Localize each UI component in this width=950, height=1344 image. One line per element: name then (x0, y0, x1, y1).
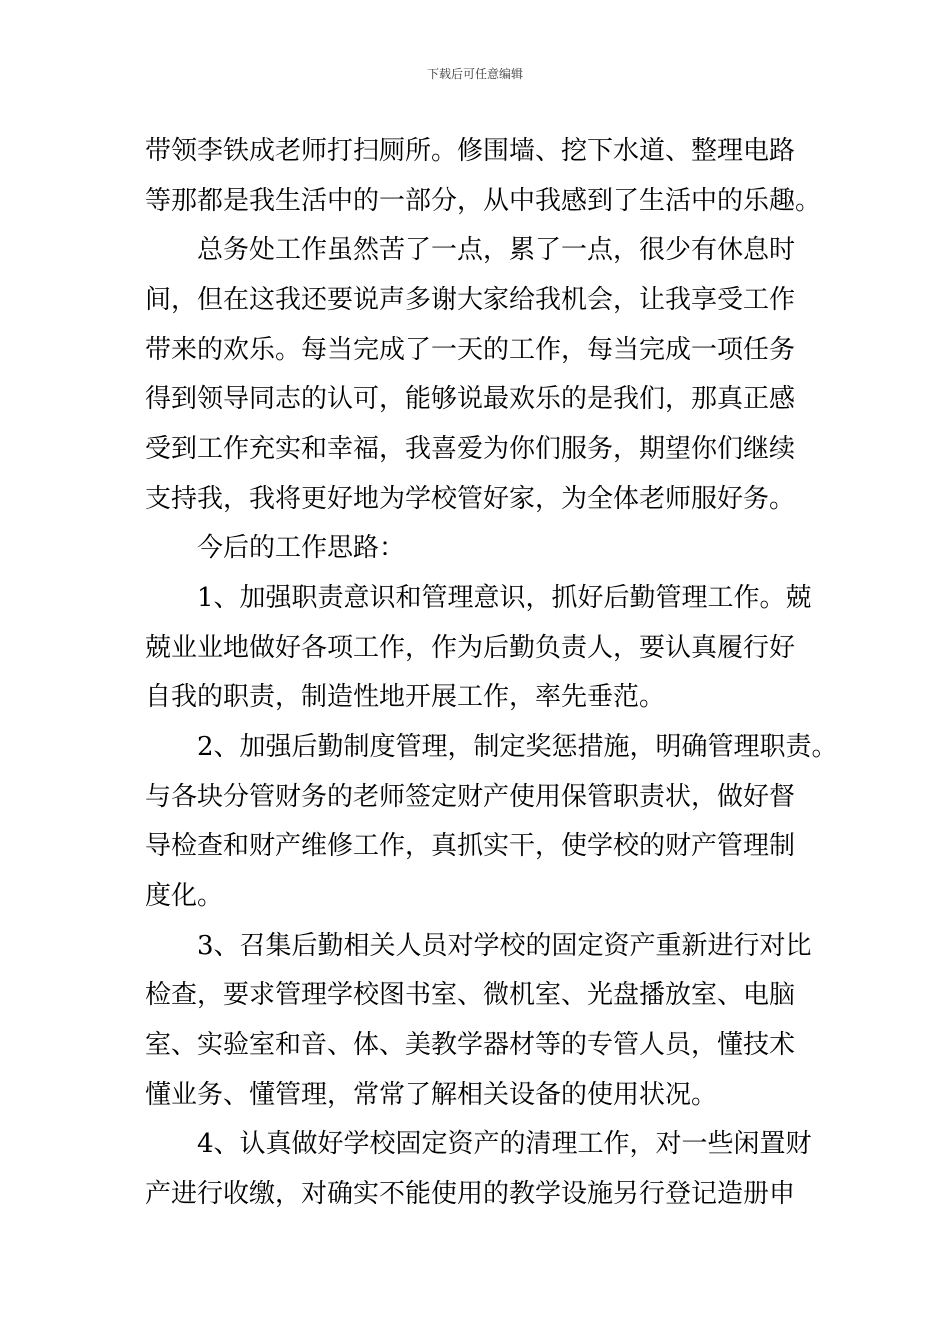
list-item-4-start: 4、认真做好学校固定资产的清理工作，对一些闲置财 (197, 1129, 812, 1159)
page-header-note: 下载后可任意编辑 (426, 67, 523, 81)
text-line: 导检查和财产维修工作，真抓实干，使学校的财产管理制 (145, 831, 796, 861)
text-line: 懂业务、懂管理，常常了解相关设备的使用状况。 (145, 1080, 718, 1110)
text-line: 受到工作充实和幸福，我喜爱为你们服务，期望你们继续 (145, 434, 796, 464)
text-line: 与各块分管财务的老师签定财产使用保管职责状，做好督 (145, 782, 796, 812)
text-line: 带来的欢乐。每当完成了一天的工作，每当完成一项任务 (145, 335, 796, 365)
text-line: 得到领导同志的认可，能够说最欢乐的是我们，那真正感 (145, 384, 796, 414)
paragraph-start-line: 总务处工作虽然苦了一点，累了一点，很少有休息时 (197, 235, 796, 265)
section-heading: 今后的工作思路： (197, 533, 406, 563)
text-line: 兢业业地做好各项工作，作为后勤负责人，要认真履行好 (145, 633, 796, 663)
text-line: 带领李铁成老师打扫厕所。修围墙、挖下水道、整理电路 (145, 136, 796, 166)
list-item-1-start: 1、加强职责意识和管理意识，抓好后勤管理工作。兢 (197, 583, 812, 613)
text-line: 等那都是我生活中的一部分，从中我感到了生活中的乐趣。 (145, 186, 822, 216)
list-item-3-start: 3、召集后勤相关人员对学校的固定资产重新进行对比 (197, 931, 812, 961)
text-line: 检查，要求管理学校图书室、微机室、光盘播放室、电脑 (145, 980, 796, 1010)
text-line: 室、实验室和音、体、美教学器材等的专管人员，懂技术 (145, 1030, 796, 1060)
text-line: 度化。 (145, 881, 224, 911)
text-line: 自我的职责，制造性地开展工作，率先垂范。 (145, 682, 666, 712)
text-line: 支持我，我将更好地为学校管好家，为全体老师服好务。 (145, 484, 796, 514)
list-item-2-start: 2、加强后勤制度管理，制定奖惩措施，明确管理职责。 (197, 732, 838, 762)
text-line: 间，但在这我还要说声多谢大家给我机会，让我享受工作 (145, 285, 796, 315)
text-line: 产进行收缴，对确实不能使用的教学设施另行登记造册申 (145, 1179, 796, 1209)
